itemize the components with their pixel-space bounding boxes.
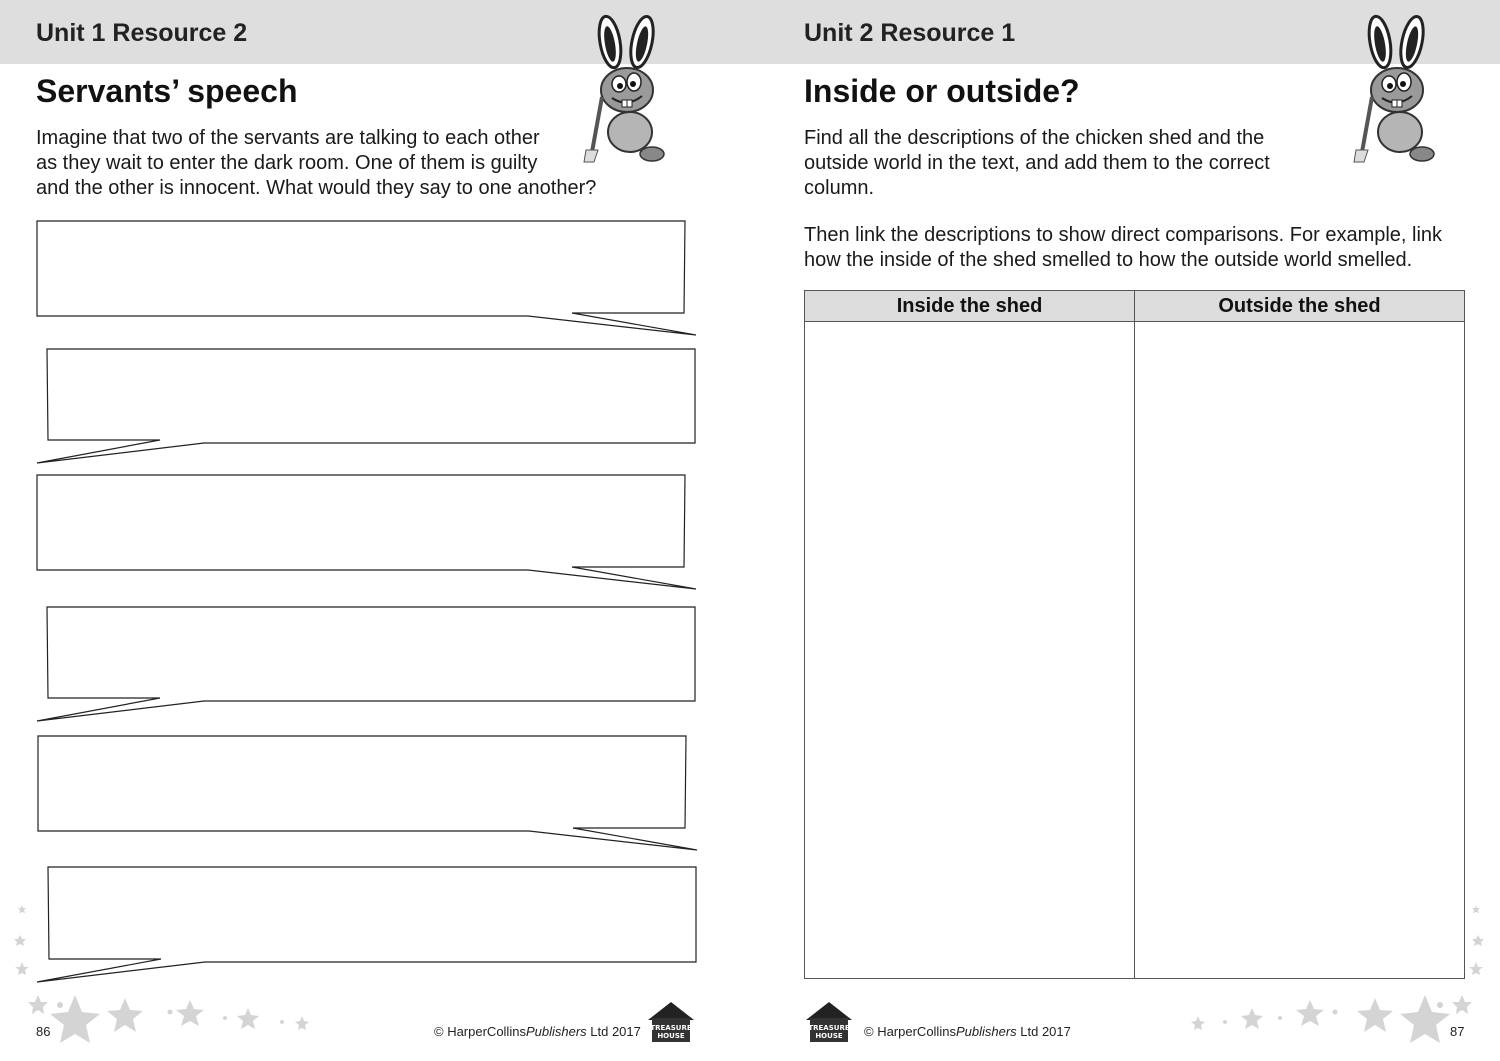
right-unit-label: Unit 2 Resource 1 [804, 19, 1016, 47]
right-instructions-2 [804, 223, 1484, 273]
star-decoration-icon [1170, 900, 1490, 1050]
copyright-text: Ltd 2017 [1016, 1024, 1071, 1039]
left-page-number: 86 [36, 1024, 51, 1039]
treasure-house-logo-icon [804, 1000, 854, 1044]
right-instruction-line: how the inside of the shed smelled to how the outside world smelled. [804, 249, 1413, 271]
rabbit-mascot-icon [1342, 12, 1442, 167]
copyright-text: © HarperCollins [434, 1024, 526, 1039]
left-instruction-line: and the other is innocent. What would they say to one another? [36, 177, 597, 199]
left-instruction-line: as they wait to enter the dark room. One of them is guilty [36, 152, 538, 174]
star-decoration-icon [10, 900, 330, 1050]
inside-column-body[interactable] [805, 323, 1134, 978]
speech-bubble [37, 607, 695, 721]
speech-bubble [37, 475, 696, 589]
right-instruction-line: Find all the descriptions of the chicken shed and the [804, 127, 1265, 149]
speech-bubble [37, 349, 695, 463]
right-instruction-line: Then link the descriptions to show direct comparisons. For example, link [804, 224, 1443, 246]
outside-column-body[interactable] [1135, 323, 1464, 978]
column-header-inside: Inside the shed [896, 295, 1043, 317]
copyright-text: Ltd 2017 [586, 1024, 641, 1039]
treasure-house-logo-icon [646, 1000, 696, 1044]
right-instructions-1 [804, 126, 1334, 201]
right-page-title: Inside or outside? [804, 73, 1080, 109]
left-unit-label: Unit 1 Resource 2 [36, 19, 248, 47]
left-page-title: Servants’ speech [36, 73, 298, 109]
logo-text-line: HOUSE [815, 1032, 843, 1040]
right-instruction-line: column. [804, 177, 875, 199]
right-instruction-line: outside world in the text, and add them to the correct [804, 152, 1270, 174]
left-instruction-line: Imagine that two of the servants are talking to each other [36, 127, 540, 149]
logo-text-line: HOUSE [657, 1032, 685, 1040]
logo-text-line: TREASURE [650, 1024, 692, 1032]
copyright-italic: Publishers [955, 1024, 1017, 1039]
left-copyright [434, 1024, 641, 1039]
copyright-italic: Publishers [525, 1024, 587, 1039]
copyright-text: © HarperCollins [864, 1024, 956, 1039]
right-copyright [864, 1024, 1071, 1039]
right-page-number: 87 [1450, 1024, 1465, 1039]
comparison-table [804, 290, 1465, 979]
speech-bubble [38, 736, 697, 850]
logo-text-line: TREASURE [808, 1024, 850, 1032]
column-header-outside: Outside the shed [1218, 295, 1381, 317]
speech-bubble [37, 221, 696, 335]
